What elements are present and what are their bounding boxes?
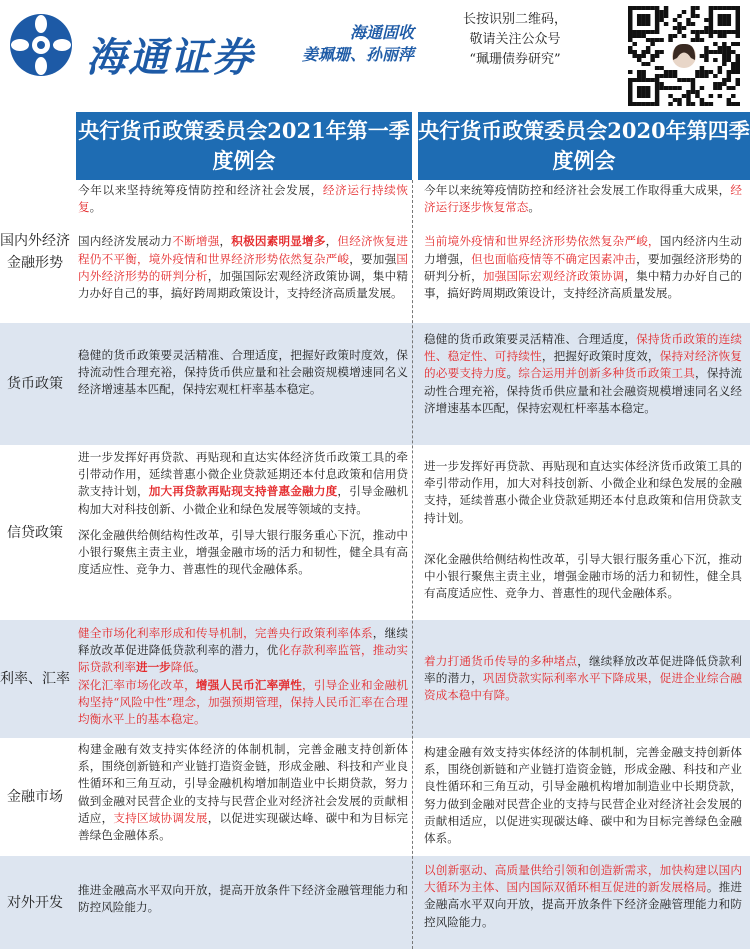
- text-run: 构建金融有效支持实体经济的体制机制，完善金融支持创新体系，围绕创新链和产业链打造资金链，形成金融、科技和产业良性循环和三角互动，引导金融机构增加制造业中长期贷款，努力做到金融对民营企业的支持与民营企业对经济社会发展的贡献相适应，以促进实现碳达峰、碳中和为目标完善绿色金融体系。: [424, 745, 742, 846]
- row-label: 对外开发: [7, 894, 63, 911]
- qr-note-line: 长按识别二维码，: [462, 12, 567, 27]
- text-run: 进一步发挥好再贷款、再贴现和直达实体经济货币政策工具的牵引带动作用，延续普惠小微企业贷款延期还本付息政策和信用贷款支持计划，: [78, 450, 408, 499]
- highlighted-text: 经济运行逐步恢复常态: [424, 183, 742, 215]
- text-run: ，要加强: [349, 251, 397, 266]
- paragraph: [78, 882, 408, 916]
- row-financial-market: [0, 738, 750, 856]
- row-monetary-policy: [0, 323, 750, 445]
- highlighted-text: 化存款利率监管，推动实际贷款利率: [78, 643, 408, 675]
- paragraph: [78, 233, 408, 302]
- text-run: 国内经济内生动力增强，: [424, 234, 742, 266]
- right-cell: [424, 862, 742, 931]
- right-cell: [424, 331, 742, 417]
- highlighted-text: 经济运行持续恢复: [78, 183, 408, 215]
- text-run: ，加强国际宏观经济政策协调，集中精力办好自己的事，搞好跨周期政策设计，支持经济高质量发展。: [78, 268, 408, 301]
- text-run: ，: [325, 234, 338, 249]
- right-cell: [424, 458, 742, 602]
- text-run: 进一步发挥好再贷款、再贴现和直达实体经济货币政策工具的牵引带动作用，加大对科技创新、小微企业和绿色发展的金融支持，延续普惠小微企业贷款延期还本付息政策和信用贷款支持计划。: [424, 459, 742, 525]
- highlighted-text: 支持区域协调发展: [113, 810, 208, 825]
- left-cell: [78, 449, 408, 578]
- text-run: ，引导金融机构加大对科技创新、小微企业和绿色发展等领域的支持。: [78, 484, 408, 516]
- highlighted-text: 降低: [170, 660, 194, 675]
- paragraph: [424, 458, 742, 527]
- text-run: ，以促进实现碳达峰、碳中和为目标完善绿色金融体系。: [78, 810, 408, 843]
- row-label: 金融市场: [7, 789, 63, 805]
- paragraph: [78, 741, 408, 844]
- right-cell: [424, 744, 742, 847]
- paragraph: [424, 182, 742, 216]
- text-run: 。推进金融高水平双向开放，提高开放条件下经济金融管理能力和防控风险能力。: [424, 880, 742, 929]
- text-run: 。: [89, 200, 102, 215]
- left-column-title: 央行货币政策委员会2021年第一季度例会: [76, 112, 412, 180]
- text-run: 。: [528, 200, 540, 215]
- text-run: 稳健的货币政策要灵活精准、合理适度，: [424, 332, 637, 346]
- column-separator: [412, 180, 413, 949]
- right-column-title: 央行货币政策委员会2020年第四季度例会: [418, 112, 750, 180]
- highlighted-text: 加大再贷款再贴现支持普惠金融力度: [148, 484, 338, 499]
- highlighted-text: 健全市场化利率形成和传导机制，完善央行政策利率体系: [78, 626, 373, 640]
- qr-note-line: “珮珊债券研究”: [469, 52, 561, 67]
- paragraph: [424, 233, 742, 302]
- text-run: 。: [193, 660, 206, 675]
- paragraph: [78, 449, 408, 518]
- highlighted-text: 加强国际宏观经济政策协调: [482, 268, 625, 283]
- highlighted-text: 不断增强: [172, 234, 220, 249]
- text-run: 今年以来统筹疫情防控和经济社会发展工作取得重大成果，: [424, 183, 731, 197]
- paragraph: [424, 653, 742, 705]
- highlighted-text: 增强人民币汇率弹性: [195, 677, 303, 692]
- text-run: ，继续释放改革促进降低贷款利率的潜力，: [424, 654, 742, 686]
- highlighted-text: ，引导企业和金融机构坚持“风险中性”理念，加强预期管理，保持人民币汇率在合理均衡水平上的基本稳定。: [78, 677, 408, 727]
- paragraph: [424, 744, 742, 847]
- text-run: ，继续释放改革促进降低贷款利率的潜力，优: [78, 626, 408, 658]
- highlighted-text: 国内外经济形势的研判分析: [78, 251, 408, 283]
- paragraph: [424, 862, 742, 931]
- text-run: 深化金融供给侧结构性改革，引导大银行服务重心下沉，推动中小银行聚焦主责主业，增强金融市场的活力和韧性，健全具有高度适应性、竞争力、普惠性的现代金融体系。: [78, 527, 408, 577]
- right-cell: [424, 182, 742, 302]
- highlighted-text: 积极因素明显增多: [231, 234, 326, 249]
- text-run: 推进金融高水平双向开放，提高开放条件下经济金融管理能力和防控风险能力。: [78, 883, 408, 915]
- qr-note: [440, 10, 590, 70]
- paragraph: [78, 347, 408, 399]
- haitong-logo-icon: [6, 10, 76, 80]
- row-credit-policy: [0, 445, 750, 620]
- left-cell: [78, 182, 408, 302]
- highlighted-text: 但也面临疫情等不确定因素冲击: [471, 251, 637, 266]
- paragraph: [424, 331, 742, 417]
- row-opening-up: [0, 856, 750, 949]
- highlighted-text: 综合运用并创新多种货币政策工具: [518, 366, 696, 381]
- row-label: 利率、汇率: [0, 671, 70, 687]
- row-economy: [0, 180, 750, 323]
- text-run: ，把握好政策时度效，: [541, 349, 660, 364]
- row-label: 信贷政策: [7, 524, 63, 541]
- highlighted-text: 着力打通货币传导的多种堵点: [424, 654, 578, 668]
- row-rates: [0, 620, 750, 738]
- left-cell: [78, 625, 408, 728]
- left-cell: [78, 347, 408, 399]
- qr-note-line: 敬请关注公众号: [469, 32, 561, 47]
- text-run: 深化金融供给侧结构性改革，引导大银行服务重心下沉，推动中小银行聚焦主责主业，增强金融市场的活力和韧性，健全具有高度适应性、竞争力、普惠性的现代金融体系。: [424, 551, 742, 601]
- text-run: 。: [506, 366, 519, 381]
- text-run: ，保持流动性合理充裕，保持货币供应量和社会融资规模增速同名义经济增速基本匹配，保持宏观杠杆率基本稳定。: [424, 366, 742, 415]
- paragraph: [78, 677, 408, 729]
- highlighted-text: 保持货币政策的连续性、稳定性、可持续性: [424, 332, 742, 364]
- left-cell: [78, 882, 408, 916]
- highlighted-text: 保持对经济恢复的必要支持力度: [424, 349, 742, 381]
- text-run: ，要加强经济形势的研判分析，: [424, 251, 742, 283]
- row-label: 货币政策: [7, 376, 63, 392]
- paragraph: [424, 551, 742, 603]
- paragraph: [78, 182, 408, 216]
- highlighted-text: 深化汇率市场化改革，: [78, 677, 196, 692]
- left-cell: [78, 741, 408, 844]
- row-label: 国内外经济金融形势: [0, 232, 70, 271]
- right-cell: [424, 653, 742, 705]
- text-run: ，: [219, 234, 232, 249]
- highlighted-text: 进一步: [135, 660, 171, 675]
- highlighted-text: 但经济恢复进程仍不平衡，境外疫情和世界经济形势依然复杂严峻: [78, 234, 408, 266]
- brand-name: 海通证券: [86, 34, 254, 81]
- paragraph: [78, 625, 408, 677]
- paragraph: [78, 527, 408, 579]
- text-run: 今年以来坚持统筹疫情防控和经济社会发展，: [78, 183, 323, 197]
- qr-code-icon[interactable]: [626, 4, 744, 108]
- report-header: [0, 0, 750, 112]
- highlighted-text: 当前境外疫情和世界经济形势依然复杂严峻，: [424, 234, 660, 249]
- author-team: 海通固收: [349, 23, 414, 42]
- text-run: ，集中精力办好自己的事，搞好跨周期政策设计，支持经济高质量发展。: [424, 268, 742, 301]
- text-run: 国内经济发展动力: [78, 234, 173, 249]
- highlighted-text: 巩固贷款实际利率水平下降成果，促进企业综合融资成本稳中有降。: [424, 671, 742, 703]
- text-run: 稳健的货币政策要灵活精准、合理适度，把握好政策时度效，保持流动性合理充裕，保持货币供应量和社会融资规模增速同名义经济增速基本匹配，保持宏观杠杆率基本稳定。: [78, 348, 408, 397]
- text-run: 构建金融有效支持实体经济的体制机制，完善金融支持创新体系，围绕创新链和产业链打造资金链，形成金融、科技和产业良性循环和三角互动，引导金融机构增加制造业中长期贷款，努力做到金融对民营企业的支持与民营企业对经济社会发展的贡献相适应，: [78, 742, 408, 825]
- authors: [276, 22, 414, 66]
- author-names: 姜珮珊、孙丽萍: [301, 45, 414, 64]
- highlighted-text: 以创新驱动、高质量供给引领和创造新需求，加快构建以国内大循环为主体、国内国际双循环相互促进的新发展格局: [424, 863, 742, 895]
